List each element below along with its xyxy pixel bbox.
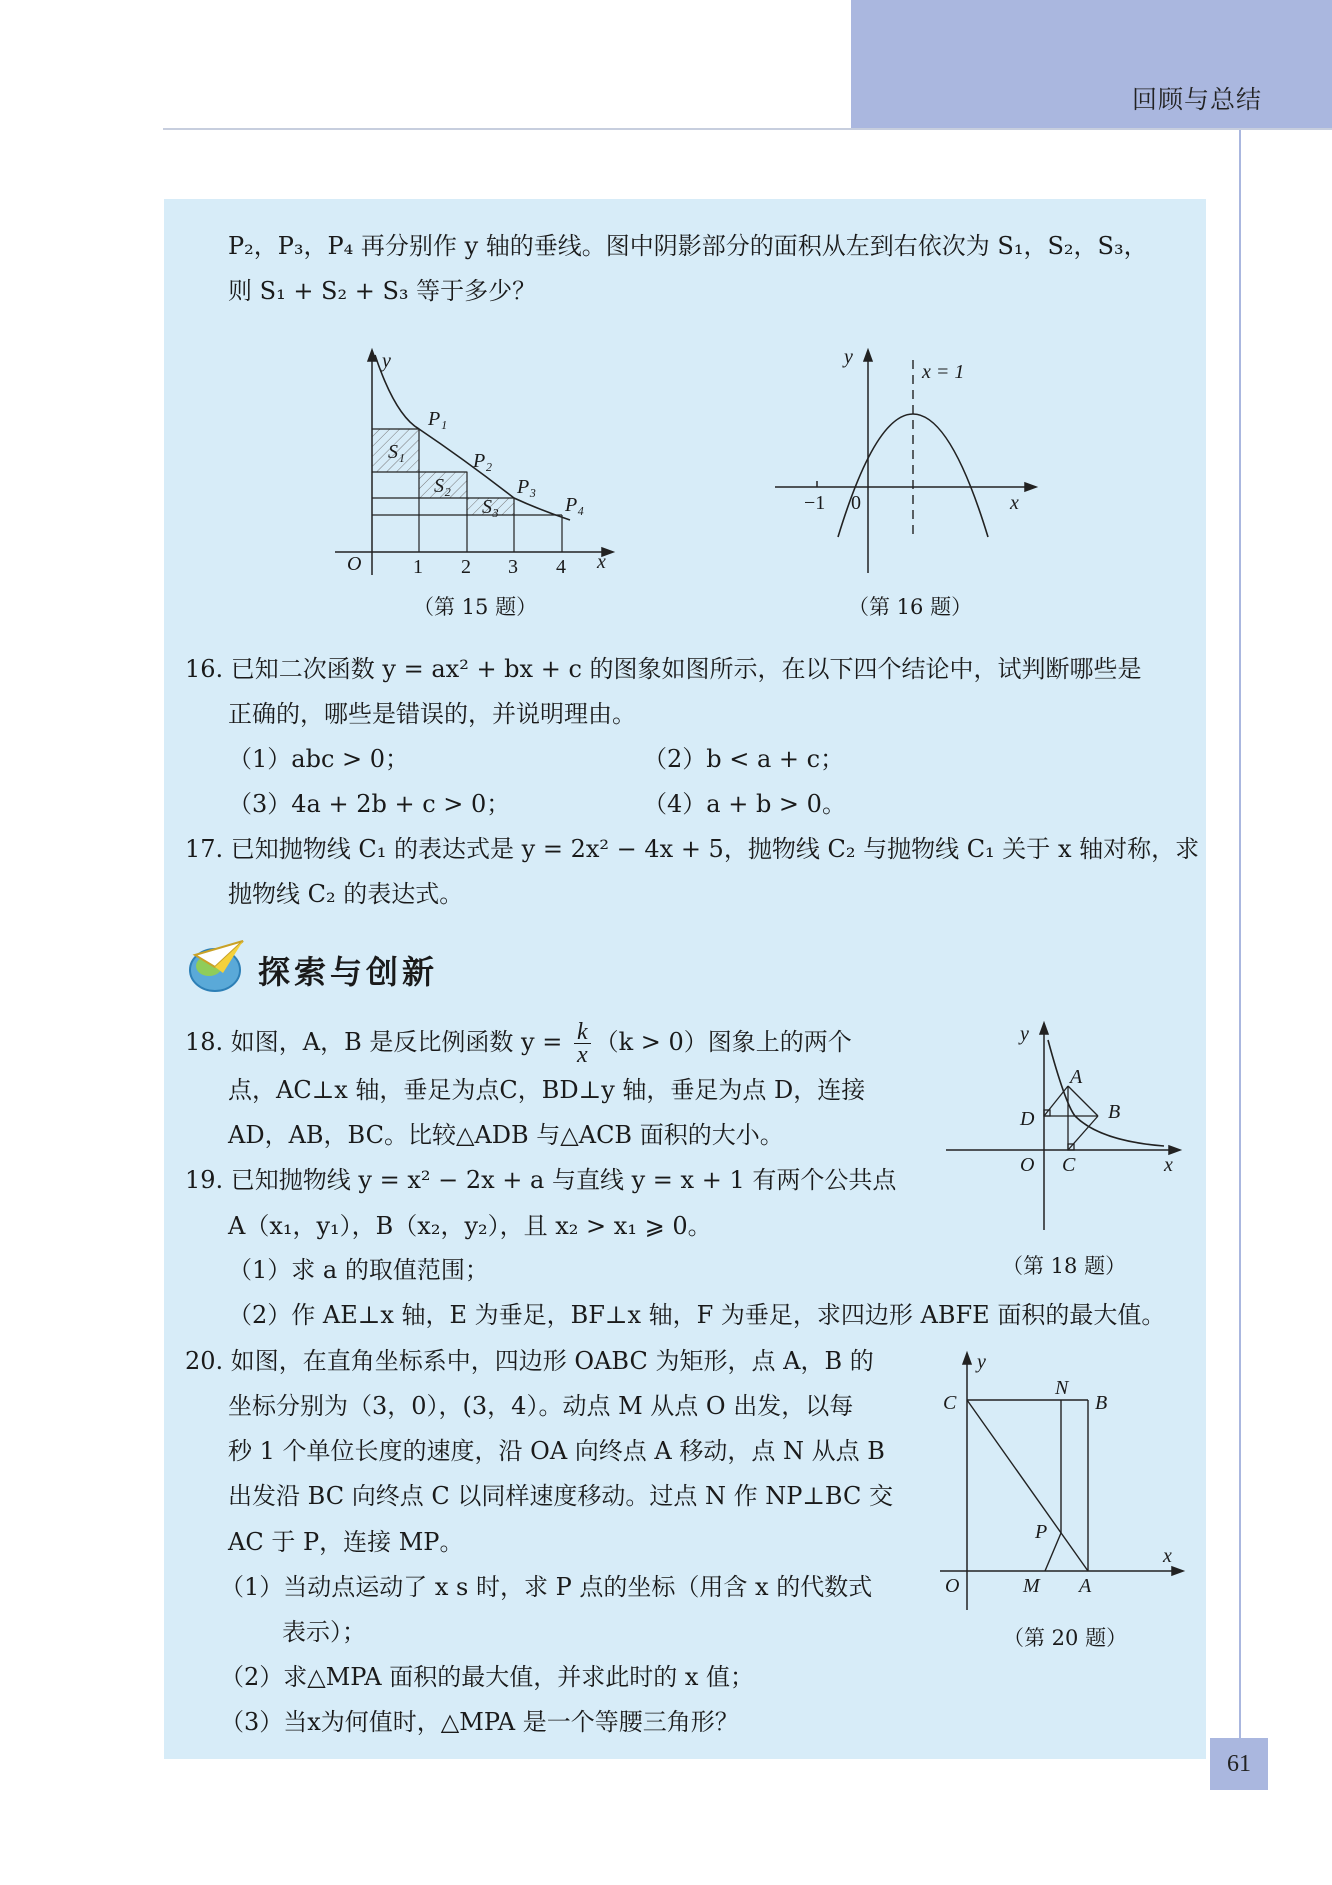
q20-line2: 坐标分别为（3，0），(3，4）。动点 M 从点 O 出发，以每 xyxy=(228,1392,854,1420)
fig15-tick-2: 2 xyxy=(461,556,471,578)
q19-sub2: （2）作 AE⊥x 轴，E 为垂足，BF⊥x 轴，F 为垂足，求四边形 ABFE 面积的最大值。 xyxy=(228,1301,1166,1329)
fig20-label-m: M xyxy=(1023,1575,1040,1597)
header-rule xyxy=(163,128,1332,130)
fig18-caption: （第 18 题） xyxy=(1002,1254,1127,1278)
fig20-caption: （第 20 题） xyxy=(1003,1626,1128,1650)
fig20-label-n: N xyxy=(1055,1377,1069,1399)
q18-line1 xyxy=(185,1021,852,1066)
fig18-label-o: O xyxy=(1020,1154,1035,1176)
fig18-label-c: C xyxy=(1062,1154,1076,1176)
q20-sub2: （2）求△MPA 面积的最大值，并求此时的 x 值； xyxy=(220,1663,754,1691)
fig15-label-p2: P₂ xyxy=(473,450,493,472)
fig15-label-x: x xyxy=(597,551,606,573)
q20-line5: AC 于 P，连接 MP。 xyxy=(228,1528,464,1556)
fig16-caption: （第 16 题） xyxy=(848,595,973,619)
fig16-tick-minus1: −1 xyxy=(804,492,826,514)
q20-line4: 出发沿 BC 向终点 C 以同样速度移动。过点 N 作 NP⊥BC 交 xyxy=(228,1482,894,1510)
page-number: 61 xyxy=(1210,1738,1268,1790)
q17-line1: 17. 已知抛物线 C₁ 的表达式是 y = 2x² − 4x + 5，抛物线 C₂ 与抛物线 C₁ 关于 x 轴对称，求 xyxy=(185,835,1200,863)
figure-18 xyxy=(940,1018,1190,1233)
q15-line1: P₂，P₃，P₄ 再分别作 y 轴的垂线。图中阴影部分的面积从左到右依次为 S₁，S₂，S₃， xyxy=(228,232,1148,260)
q16-line2: 正确的，哪些是错误的，并说明理由。 xyxy=(228,700,636,728)
q18-line1-start: 18. 如图，A，B 是反比例函数 y = xyxy=(185,1028,570,1056)
fig16-label-y: y xyxy=(844,346,853,368)
fig15-label-s1: S₁ xyxy=(388,441,405,463)
fig15-label-s2: S₂ xyxy=(434,475,451,497)
fig15-label-y: y xyxy=(382,350,391,372)
fig18-label-b: B xyxy=(1108,1101,1121,1123)
section-header-title: 回顾与总结 xyxy=(1131,85,1262,114)
fig20-label-b: B xyxy=(1095,1392,1108,1414)
q16-line1: 16. 已知二次函数 y = ax² + bx + c 的图象如图所示，在以下四个结论中，试判断哪些是 xyxy=(185,655,1142,683)
q18-line1-end: （k > 0）图象上的两个 xyxy=(594,1028,852,1056)
q19-line2: A（x₁，y₁），B（x₂，y₂），且 x₂ > x₁ ⩾ 0。 xyxy=(228,1212,712,1240)
fig16-tick-0: 0 xyxy=(851,492,861,514)
side-rule xyxy=(1239,130,1241,1740)
q16-option-4: （4）a + b > 0。 xyxy=(643,790,846,818)
fig18-label-x: x xyxy=(1164,1154,1173,1176)
fig18-label-d: D xyxy=(1020,1108,1035,1130)
figure-16 xyxy=(770,345,1040,575)
q19-sub1: （1）求 a 的取值范围； xyxy=(228,1256,489,1284)
q16-option-3: （3）4a + 2b + c > 0； xyxy=(228,790,511,818)
fig20-label-c: C xyxy=(943,1392,957,1414)
q20-sub1-line2: 表示）； xyxy=(282,1618,366,1646)
header-tab xyxy=(851,0,1332,128)
fig18-segments xyxy=(1044,1086,1098,1150)
fig20-label-p: P xyxy=(1035,1521,1048,1543)
q20-line3: 秒 1 个单位长度的速度，沿 OA 向终点 A 移动，点 N 从点 B xyxy=(228,1437,885,1465)
fig20-label-x: x xyxy=(1163,1545,1172,1567)
fig15-label-p3: P₃ xyxy=(517,476,537,498)
fig20-label-a: A xyxy=(1079,1575,1092,1597)
fig16-axes xyxy=(775,350,1036,573)
explore-section-icon xyxy=(185,937,250,995)
figure-20 xyxy=(935,1348,1190,1618)
fig18-axes xyxy=(946,1023,1180,1230)
q16-option-1: （1）abc > 0； xyxy=(228,745,410,773)
fig15-tick-1: 1 xyxy=(413,556,423,578)
fig15-tick-4: 4 xyxy=(556,556,566,578)
fig15-label-s3: S₃ xyxy=(482,496,499,518)
fig20-label-y: y xyxy=(977,1351,986,1373)
fig15-label-p1: P₁ xyxy=(428,408,448,430)
fig20-rectangle xyxy=(967,1400,1088,1571)
q18-fraction xyxy=(574,1021,591,1066)
q18-line2: 点，AC⊥x 轴，垂足为点C，BD⊥y 轴，垂足为点 D，连接 xyxy=(228,1076,866,1104)
fig15-label-p4: P₄ xyxy=(565,494,585,516)
q20-sub3: （3）当x为何值时，△MPA 是一个等腰三角形？ xyxy=(220,1708,739,1736)
fig18-hyperbola xyxy=(1048,1040,1164,1146)
fig16-label-x1: x = 1 xyxy=(922,361,965,383)
fig15-label-o: O xyxy=(347,553,362,575)
q18-fraction-numerator: k xyxy=(574,1021,591,1044)
q16-option-2: （2）b < a + c； xyxy=(643,745,845,773)
fig16-label-x: x xyxy=(1010,492,1019,514)
section-title: 探索与创新 xyxy=(258,953,439,991)
q19-line1: 19. 已知抛物线 y = x² − 2x + a 与直线 y = x + 1 有两个公共点 xyxy=(185,1166,897,1194)
q18-fraction-denominator: x xyxy=(576,1042,588,1068)
fig18-label-a: A xyxy=(1070,1066,1083,1088)
fig18-label-y: y xyxy=(1020,1023,1029,1045)
q15-line2: 则 S₁ + S₂ + S₃ 等于多少？ xyxy=(228,277,537,305)
figure-15 xyxy=(325,345,625,590)
q20-line1: 20. 如图，在直角坐标系中，四边形 OABC 为矩形，点 A，B 的 xyxy=(185,1347,874,1375)
q18-line3: AD，AB，BC。比较△ADB 与△ACB 面积的大小。 xyxy=(228,1121,784,1149)
q20-sub1-line1: （1）当动点运动了 x s 时，求 P 点的坐标（用含 x 的代数式 xyxy=(220,1573,873,1601)
fig15-caption: （第 15 题） xyxy=(413,595,538,619)
fig20-label-o: O xyxy=(945,1575,960,1597)
fig15-tick-3: 3 xyxy=(508,556,518,578)
q17-line2: 抛物线 C₂ 的表达式。 xyxy=(228,880,464,908)
